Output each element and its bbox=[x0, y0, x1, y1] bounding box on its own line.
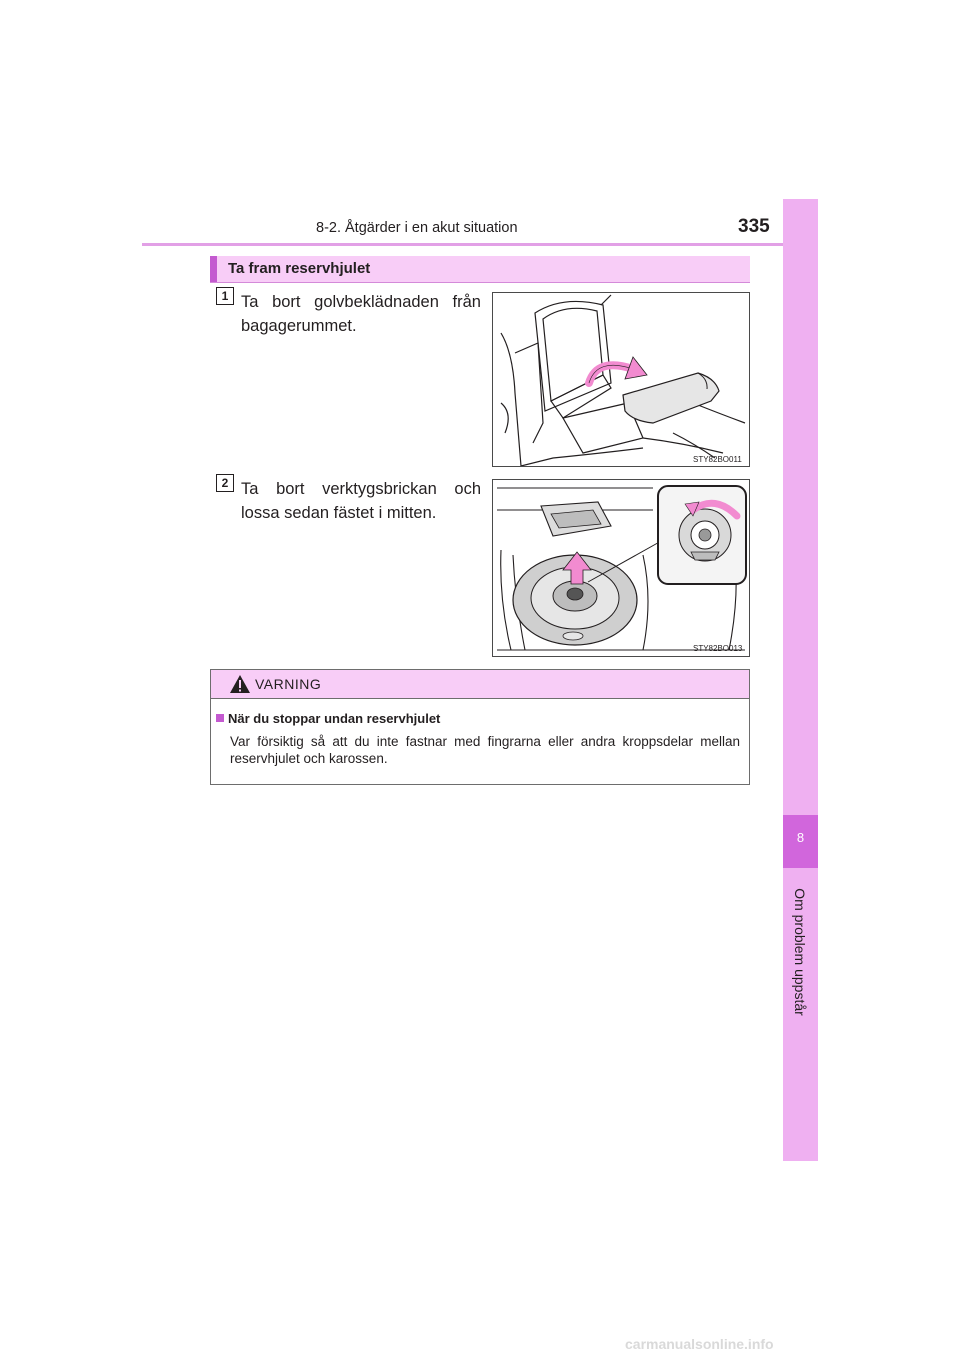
warning-triangle-icon bbox=[229, 674, 251, 694]
illustration-spare-wheel bbox=[492, 479, 750, 657]
step-number-2: 2 bbox=[216, 474, 234, 492]
step-text-2: Ta bort verktygsbrickan och lossa sedan fästet i mitten. bbox=[241, 480, 481, 522]
section-title: Ta fram reservhjulet bbox=[228, 260, 371, 277]
trunk-opening-drawing bbox=[493, 293, 749, 466]
section-title-accent bbox=[210, 256, 217, 282]
warning-subtitle: När du stoppar undan reservhjulet bbox=[228, 711, 441, 726]
page-number: 335 bbox=[738, 216, 770, 237]
warning-title: VARNING bbox=[255, 676, 322, 692]
chapter-side-tab bbox=[783, 199, 818, 1161]
warning-body: Var försiktig så att du inte fastnar med fingrarna eller andra kroppsdelar mellan reservhjulet och karossen. bbox=[230, 734, 740, 766]
section-title-bar bbox=[210, 256, 750, 283]
warning-header bbox=[211, 670, 749, 699]
warning-box bbox=[210, 669, 750, 785]
chapter-label: Om problem uppstår bbox=[792, 888, 808, 1016]
illustration-code-2: STY82BO013 bbox=[693, 644, 743, 653]
step-text-1: Ta bort golvbeklädnaden från bagagerummet. bbox=[241, 293, 481, 335]
illustration-code-1: STY82BO011 bbox=[693, 455, 742, 464]
step-number-1: 1 bbox=[216, 287, 234, 305]
chapter-number: 8 bbox=[796, 830, 805, 845]
illustration-remove-floor-cover bbox=[492, 292, 750, 467]
footer-watermark: carmanualsonline.info bbox=[625, 1336, 774, 1352]
running-header-section: 8-2. Åtgärder i en akut situation bbox=[316, 220, 518, 236]
spare-wheel-drawing bbox=[493, 480, 749, 656]
header-divider bbox=[142, 243, 818, 246]
warning-bullet bbox=[216, 714, 224, 722]
